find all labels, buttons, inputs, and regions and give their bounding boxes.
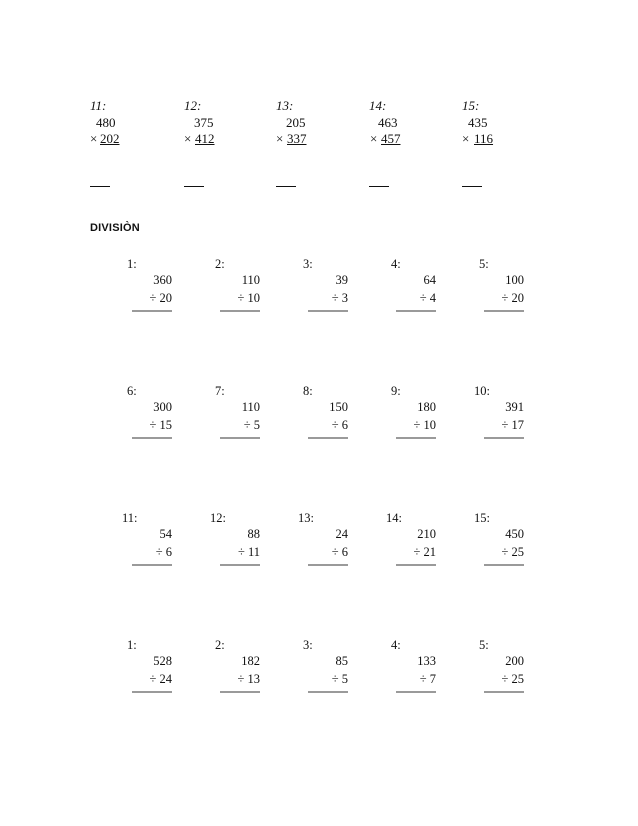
problem-label: 15: <box>462 98 480 113</box>
divisor: ÷ 3 <box>331 291 348 305</box>
answer-line <box>396 310 436 312</box>
problem-label: 5: <box>479 257 489 271</box>
dividend: 133 <box>417 654 436 668</box>
dividend: 64 <box>423 273 436 287</box>
answer-line <box>90 186 110 187</box>
divisor: ÷ 17 <box>501 418 524 432</box>
problem-top-number: 435 <box>468 115 488 130</box>
problem-label: 13: <box>276 98 294 113</box>
dividend: 24 <box>335 527 348 541</box>
problem-label: 3: <box>303 257 313 271</box>
answer-line <box>276 186 296 187</box>
problem-top-number: 375 <box>194 115 214 130</box>
answer-line <box>132 437 172 439</box>
problem-label: 4: <box>391 638 401 652</box>
dividend: 54 <box>159 527 172 541</box>
divisor: ÷ 24 <box>149 672 172 686</box>
problem-label: 9: <box>391 384 401 398</box>
answer-line <box>396 564 436 566</box>
problem-top-number: 463 <box>378 115 398 130</box>
answer-line <box>396 691 436 693</box>
problem-label: 7: <box>215 384 225 398</box>
divisor: ÷ 10 <box>237 291 260 305</box>
divisor: ÷ 11 <box>237 545 260 559</box>
problem-label: 5: <box>479 638 489 652</box>
dividend: 300 <box>153 400 172 414</box>
dividend: 528 <box>153 654 172 668</box>
divisor: ÷ 20 <box>501 291 524 305</box>
problem-label: 6: <box>127 384 137 398</box>
problem-bottom-number: 457 <box>381 131 401 146</box>
section-title: DIVISIÒN <box>90 222 140 234</box>
times-sign: × <box>90 131 98 146</box>
dividend: 110 <box>241 273 260 287</box>
divisor: ÷ 13 <box>237 672 260 686</box>
problem-label: 8: <box>303 384 313 398</box>
dividend: 100 <box>505 273 524 287</box>
dividend: 180 <box>417 400 436 414</box>
problem-label: 1: <box>127 638 137 652</box>
divisor: ÷ 4 <box>419 291 436 305</box>
dividend: 182 <box>241 654 260 668</box>
dividend: 85 <box>335 654 348 668</box>
problem-label: 11: <box>90 98 107 113</box>
divisor: ÷ 10 <box>413 418 436 432</box>
problem-bottom-number: 202 <box>100 131 120 146</box>
problem-label: 2: <box>215 638 225 652</box>
divisor: ÷ 25 <box>501 672 524 686</box>
problem-label: 1: <box>127 257 137 271</box>
problem-label: 2: <box>215 257 225 271</box>
times-sign: × <box>462 131 470 146</box>
answer-line <box>308 310 348 312</box>
dividend: 391 <box>505 400 524 414</box>
divisor: ÷ 6 <box>331 545 348 559</box>
answer-line <box>396 437 436 439</box>
dividend: 200 <box>505 654 524 668</box>
problem-label: 14: <box>386 511 402 525</box>
answer-line <box>220 564 260 566</box>
answer-line <box>308 564 348 566</box>
answer-line <box>484 310 524 312</box>
answer-line <box>132 310 172 312</box>
answer-line <box>220 310 260 312</box>
divisor: ÷ 5 <box>331 672 348 686</box>
answer-line <box>308 691 348 693</box>
divisor: ÷ 25 <box>501 545 524 559</box>
answer-line <box>220 437 260 439</box>
dividend: 88 <box>247 527 260 541</box>
answer-line <box>220 691 260 693</box>
divisor: ÷ 6 <box>155 545 172 559</box>
problem-label: 12: <box>184 98 202 113</box>
problem-label: 10: <box>474 384 490 398</box>
answer-line <box>369 186 389 187</box>
answer-line <box>484 691 524 693</box>
problem-label: 12: <box>210 511 226 525</box>
answer-line <box>484 437 524 439</box>
problem-label: 14: <box>369 98 387 113</box>
divisor: ÷ 7 <box>419 672 436 686</box>
divisor: ÷ 6 <box>331 418 348 432</box>
times-sign: × <box>370 131 378 146</box>
dividend: 39 <box>335 273 348 287</box>
problem-bottom-number: 412 <box>195 131 215 146</box>
problem-label: 13: <box>298 511 314 525</box>
problem-label: 4: <box>391 257 401 271</box>
answer-line <box>132 691 172 693</box>
problem-bottom-number: 337 <box>287 131 307 146</box>
answer-line <box>308 437 348 439</box>
dividend: 110 <box>241 400 260 414</box>
divisor: ÷ 21 <box>413 545 436 559</box>
dividend: 150 <box>329 400 348 414</box>
answer-line <box>132 564 172 566</box>
divisor: ÷ 20 <box>149 291 172 305</box>
problem-label: 11: <box>122 511 138 525</box>
problem-bottom-number: 116 <box>474 131 494 146</box>
divisor: ÷ 15 <box>149 418 172 432</box>
divisor: ÷ 5 <box>243 418 260 432</box>
dividend: 360 <box>153 273 172 287</box>
dividend: 450 <box>505 527 524 541</box>
answer-line <box>484 564 524 566</box>
times-sign: × <box>276 131 284 146</box>
dividend: 210 <box>417 527 436 541</box>
problem-label: 3: <box>303 638 313 652</box>
times-sign: × <box>184 131 192 146</box>
answer-line <box>184 186 204 187</box>
problem-top-number: 205 <box>286 115 306 130</box>
problem-top-number: 480 <box>96 115 116 130</box>
answer-line <box>462 186 482 187</box>
problem-label: 15: <box>474 511 490 525</box>
